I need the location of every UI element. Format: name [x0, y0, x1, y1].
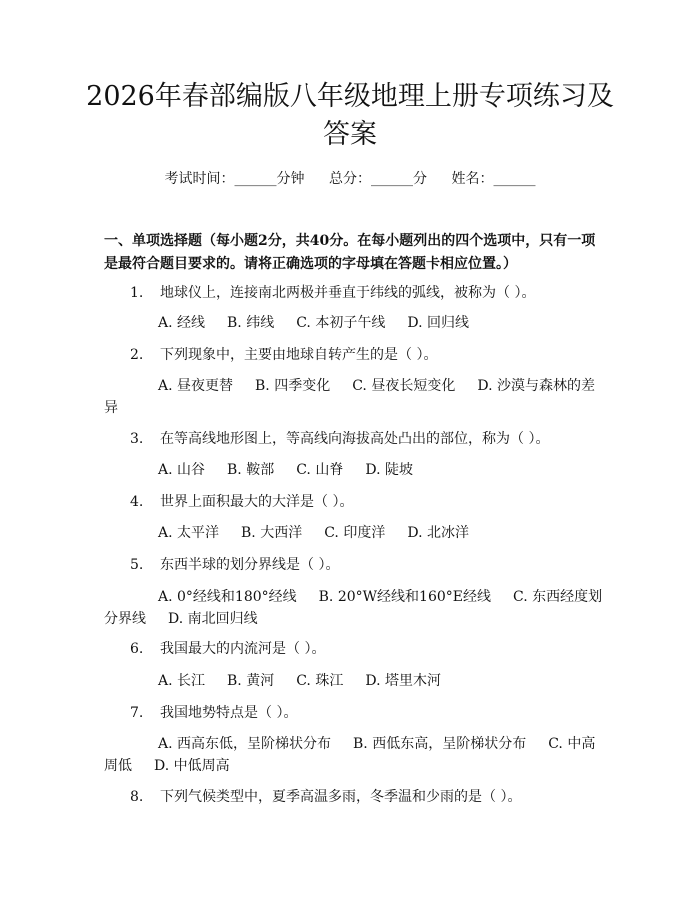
question-number: 7. — [130, 705, 144, 721]
option-a: A. 经线 — [158, 315, 206, 331]
question-number: 8. — [130, 789, 144, 805]
option-d: D. 北冰洋 — [407, 525, 469, 541]
option-c: C. 山脊 — [296, 462, 344, 478]
question-number: 3. — [130, 431, 144, 447]
option-b: B. 大西洋 — [241, 525, 303, 541]
option-a: A. 太平洋 — [158, 525, 220, 541]
question-1-options — [104, 312, 609, 334]
exam-info — [0, 168, 700, 188]
question-8 — [104, 786, 609, 808]
question-stem: 东西半球的划分界线是（ ）。 — [160, 557, 340, 573]
option-b: B. 黄河 — [227, 673, 275, 689]
exam-time-field: 考试时间：______分钟 — [164, 171, 305, 187]
option-c: C. 东西经度划分界线 — [104, 589, 603, 627]
option-b: B. 20°W经线和160°E经线 — [318, 589, 491, 605]
question-stem: 我国最大的内流河是（ ）。 — [160, 641, 326, 657]
question-1 — [104, 282, 609, 304]
question-6-options — [104, 670, 609, 692]
total-score-field: 总分：______分 — [329, 171, 427, 187]
question-3-options — [104, 459, 609, 481]
question-4 — [104, 491, 609, 513]
option-c: C. 本初子午线 — [296, 315, 386, 331]
option-a: A. 昼夜更替 — [158, 378, 234, 394]
option-d: D. 沙漠与森林的差异 — [104, 378, 595, 416]
option-b: B. 鞍部 — [227, 462, 275, 478]
question-7-options — [104, 733, 609, 777]
option-b: B. 西低东高，呈阶梯状分布 — [353, 736, 527, 752]
question-2 — [104, 344, 609, 366]
question-stem: 下列现象中，主要由地球自转产生的是（ ）。 — [160, 347, 438, 363]
question-4-options — [104, 522, 609, 544]
question-7 — [104, 702, 609, 724]
option-d: D. 塔里木河 — [365, 673, 441, 689]
option-d: D. 南北回归线 — [168, 611, 258, 627]
option-c: C. 印度洋 — [324, 525, 386, 541]
question-5-options — [104, 586, 609, 630]
option-d: D. 中低周高 — [154, 758, 230, 774]
question-number: 6. — [130, 641, 144, 657]
name-field: 姓名：______ — [451, 171, 536, 187]
option-a: A. 西高东低，呈阶梯状分布 — [158, 736, 332, 752]
question-number: 4. — [130, 494, 144, 510]
question-number: 1. — [130, 285, 144, 301]
option-d: D. 陡坡 — [365, 462, 413, 478]
option-a: A. 0°经线和180°经线 — [158, 589, 297, 605]
question-5 — [104, 554, 609, 576]
option-c: C. 中高周低 — [104, 736, 596, 774]
question-stem: 世界上面积最大的大洋是（ ）。 — [160, 494, 354, 510]
question-stem: 地球仪上，连接南北两极并垂直于纬线的弧线，被称为（ ）。 — [160, 285, 536, 301]
option-b: B. 四季变化 — [255, 378, 331, 394]
document-title: 2026年春部编版八年级地理上册专项练习及答案 — [86, 81, 614, 150]
question-number: 5. — [130, 557, 144, 573]
option-b: B. 纬线 — [227, 315, 275, 331]
option-a: A. 长江 — [158, 673, 206, 689]
question-2-options — [104, 375, 609, 419]
question-number: 2. — [130, 347, 144, 363]
question-6 — [104, 638, 609, 660]
question-3 — [104, 428, 609, 450]
question-stem: 我国地势特点是（ ）。 — [160, 705, 298, 721]
question-stem: 在等高线地形图上，等高线向海拔高处凸出的部位，称为（ ）。 — [160, 431, 550, 447]
question-stem: 下列气候类型中，夏季高温多雨，冬季温和少雨的是（ ）。 — [160, 789, 522, 805]
option-c: C. 珠江 — [296, 673, 344, 689]
option-c: C. 昼夜长短变化 — [352, 378, 456, 394]
section-heading: 一、单项选择题（每小题2分，共40分。在每小题列出的四个选项中，只有一项是最符合题目要求的。请将正确选项的字母填在答题卡相应位置。） — [104, 233, 596, 272]
option-a: A. 山谷 — [158, 462, 206, 478]
option-d: D. 回归线 — [407, 315, 469, 331]
